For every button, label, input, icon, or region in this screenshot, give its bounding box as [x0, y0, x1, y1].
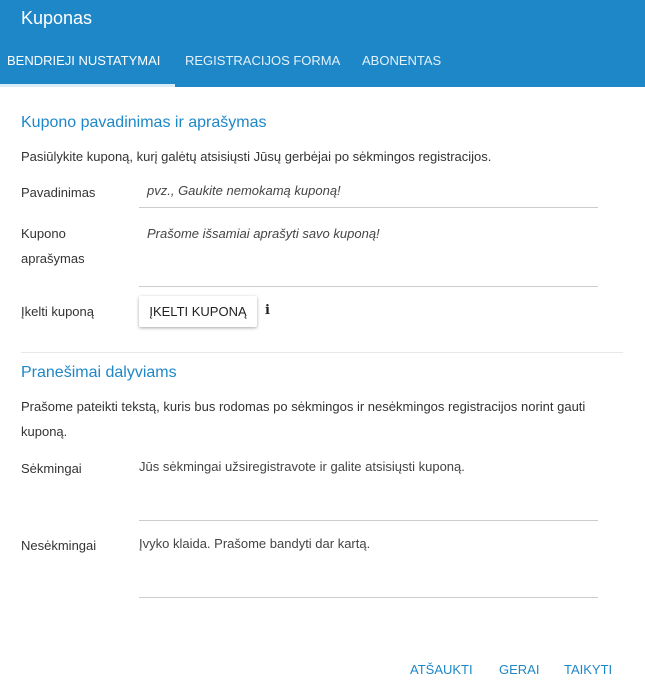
failure-label: Nesėkmingai: [21, 538, 97, 553]
success-label: Sėkmingai: [21, 461, 82, 476]
failure-message-textarea[interactable]: Įvyko klaida. Prašome bandyti dar kartą.: [139, 536, 598, 598]
apply-button[interactable]: TAIKYTI: [564, 662, 613, 677]
cancel-button[interactable]: ATŠAUKTI: [410, 662, 473, 677]
name-input[interactable]: pvz., Gaukite nemokamą kuponą!: [139, 183, 598, 208]
description-label-line1: Kupono: [21, 226, 66, 241]
dialog-title: Kuponas: [21, 8, 93, 28]
name-label: Pavadinimas: [21, 185, 96, 200]
tab-subscriber[interactable]: ABONENTAS: [362, 53, 442, 68]
section-description-coupon: Pasiūlykite kuponą, kurį galėtų atsisiųsti Jūsų gerbėjai po sėkmingos registracijos.: [21, 149, 492, 164]
section-title-messages: Pranešimai dalyviams: [21, 364, 177, 381]
ok-button[interactable]: GERAI: [499, 662, 540, 677]
section-description-messages: Prašome pateikti tekstą, kuris bus rodomas po sėkmingos ir nesėkmingos registracijos norint gauti kuponą.: [21, 399, 586, 439]
upload-coupon-button[interactable]: ĮKELTI KUPONĄ: [139, 296, 257, 327]
success-message-textarea[interactable]: Jūs sėkmingai užsiregistravote ir galite atsisiųsti kuponą.: [139, 459, 598, 521]
section-divider: [21, 352, 623, 353]
description-textarea[interactable]: Prašome išsamiai aprašyti savo kuponą!: [139, 226, 598, 287]
tab-general-settings[interactable]: BENDRIEJI NUSTATYMAI: [7, 53, 161, 68]
info-icon[interactable]: i: [265, 303, 270, 318]
dialog-header: [0, 0, 645, 87]
upload-label: Įkelti kuponą: [21, 304, 94, 319]
active-tab-indicator: [0, 84, 175, 87]
description-label-line2: aprašymas: [21, 251, 85, 266]
tab-registration-form[interactable]: REGISTRACIJOS FORMA: [185, 53, 341, 68]
section-title-coupon: Kupono pavadinimas ir aprašymas: [21, 114, 267, 131]
